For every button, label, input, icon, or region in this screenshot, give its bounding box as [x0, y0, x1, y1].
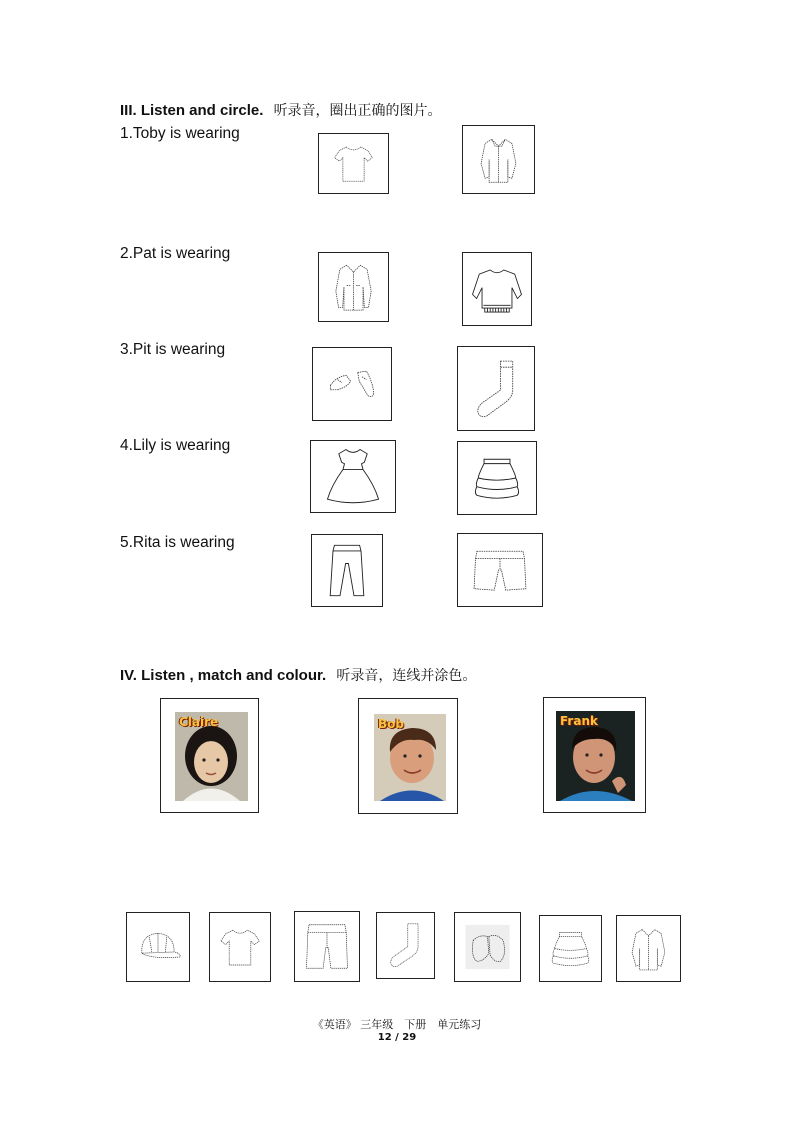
section-3-title-en: III. Listen and circle. [120, 102, 264, 119]
q5-option-a[interactable] [311, 534, 383, 607]
q1-option-b[interactable] [462, 125, 535, 194]
clothes-item-2[interactable] [209, 912, 271, 982]
shorts-icon [458, 534, 542, 606]
claire-photo [175, 712, 248, 801]
q4-option-b[interactable] [457, 441, 537, 515]
person-name-claire: Claire [179, 715, 219, 729]
q5-option-b[interactable] [457, 533, 543, 607]
t-shirt-icon [210, 913, 270, 981]
skirt-icon [540, 916, 601, 981]
question-2-text: 2.Pat is wearing [120, 245, 231, 262]
shorts-icon [295, 912, 359, 981]
skirt-icon [458, 442, 536, 514]
question-4-text: 4.Lily is wearing [120, 437, 231, 454]
question-1-text: 1.Toby is wearing [120, 125, 240, 142]
sweater-icon [463, 253, 531, 325]
person-name-bob: Bob [378, 717, 404, 731]
person-card-frank[interactable] [543, 697, 646, 813]
clothes-item-3[interactable] [294, 911, 360, 982]
clothes-item-1[interactable] [126, 912, 190, 982]
jacket-icon [319, 253, 388, 321]
q2-option-b[interactable] [462, 252, 532, 326]
cap-icon [127, 913, 189, 981]
section-4-title-cn: 听录音，连线并涂色。 [336, 668, 477, 684]
question-3-text: 3.Pit is wearing [120, 341, 226, 358]
q4-option-a[interactable] [310, 440, 396, 513]
person-name-frank: Frank [560, 714, 598, 728]
bob-photo [374, 714, 446, 801]
sock-icon [377, 913, 434, 978]
section-3-heading [120, 100, 442, 120]
shoes-icon [455, 913, 520, 981]
t-shirt-icon [319, 134, 388, 193]
q3-option-a[interactable] [312, 347, 392, 421]
frank-photo [556, 711, 635, 801]
page-number: 12 / 29 [377, 1032, 417, 1043]
trousers-icon [312, 535, 382, 606]
clothes-item-5[interactable] [454, 912, 521, 982]
person-card-claire[interactable] [160, 698, 259, 813]
question-5-text: 5.Rita is wearing [120, 534, 235, 551]
clothes-item-6[interactable] [539, 915, 602, 982]
shoes-icon [313, 348, 391, 420]
q1-option-a[interactable] [318, 133, 389, 194]
person-card-bob[interactable] [358, 698, 458, 814]
q2-option-a[interactable] [318, 252, 389, 322]
dress-icon [311, 441, 395, 512]
footer-text: 《英语》 三年级 下册 单元练习 [312, 1018, 482, 1031]
section-4-heading [120, 665, 476, 685]
clothes-item-7[interactable] [616, 915, 681, 982]
section-3-title-cn: 听录音，圈出正确的图片。 [273, 103, 442, 119]
shirt-icon [617, 916, 680, 981]
section-4-title-en: IV. Listen , match and colour. [120, 667, 327, 684]
sock-icon [458, 347, 534, 430]
shirt-icon [463, 126, 534, 193]
q3-option-b[interactable] [457, 346, 535, 431]
clothes-item-4[interactable] [376, 912, 435, 979]
